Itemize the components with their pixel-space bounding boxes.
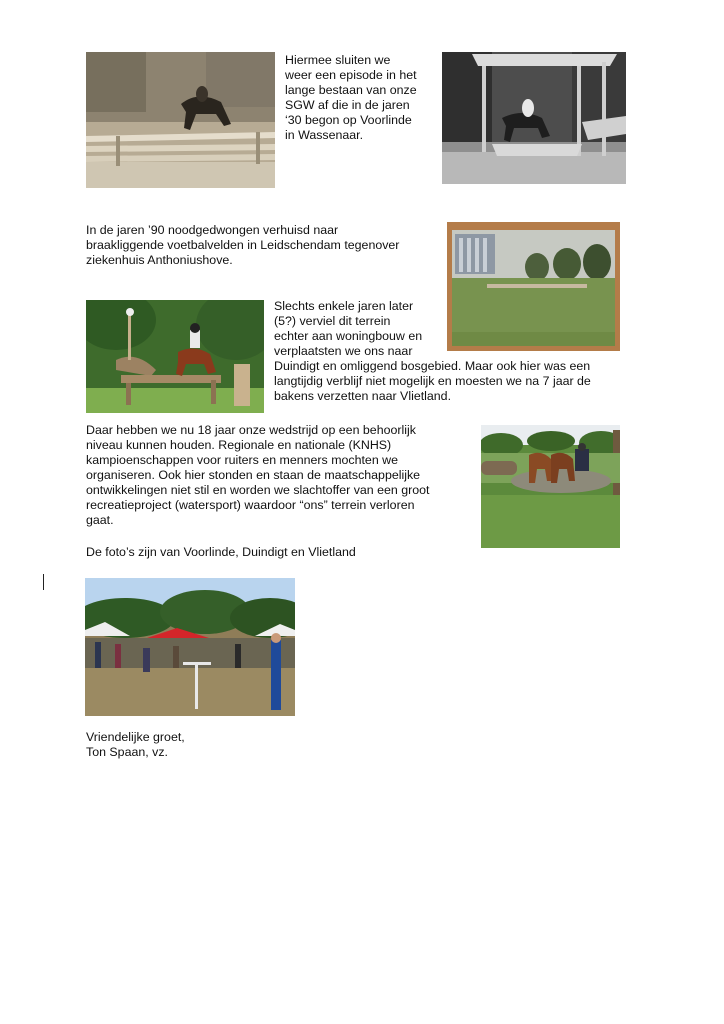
- photo-event-crowd: [85, 578, 295, 716]
- photo-bw-horse-jump: [442, 52, 626, 184]
- paragraph-leidschendam: In de jaren ’90 noodgedwongen verhuisd naar braakliggende voetbalvelden in Leidschendam tegenover ziekenhuis Anthoniushove.: [86, 223, 400, 267]
- paragraph-vlietland: Daar hebben we nu 18 jaar onze wedstrijd op een behoorlijk niveau kunnen houden. Regionale en nationale (KNHS) kampioenschappen voor ruiters en menners mochten we organiseren. Ook hier stonden en staan de maatschappelijke ontwikkelingen niet stil en worden we slachtoffer van een groot recreatieproject (watersport) waardoor “ons” terrein verloren gaat.: [86, 423, 430, 527]
- photo-sepia-horse-jump: [86, 52, 275, 188]
- closing-signature: Ton Spaan, vz.: [86, 745, 168, 759]
- photo-carriage-driving: [481, 425, 620, 548]
- closing-greeting: Vriendelijke groet,: [86, 730, 185, 744]
- photo-duindigt-jump: [86, 300, 264, 413]
- paragraph-duindigt-a: Slechts enkele jaren later (5?) verviel dit terrein echter aan woningbouw en verplaatsten we ons naar: [274, 299, 423, 358]
- photo-football-field: [447, 222, 620, 351]
- paragraph-photo-credits: De foto’s zijn van Voorlinde, Duindigt en Vlietland: [86, 545, 356, 559]
- text-cursor: [43, 574, 44, 590]
- paragraph-intro: Hiermee sluiten we weer een episode in het lange bestaan van onze SGW af die in de jaren ‘30 begon op Voorlinde in Wassenaar.: [285, 53, 417, 142]
- paragraph-duindigt-b: Duindigt en omliggend bosgebied. Maar ook hier was een langtijdig verblijf niet mogelijk en moesten we na 7 jaar de bakens verzetten naar Vlietland.: [274, 359, 591, 403]
